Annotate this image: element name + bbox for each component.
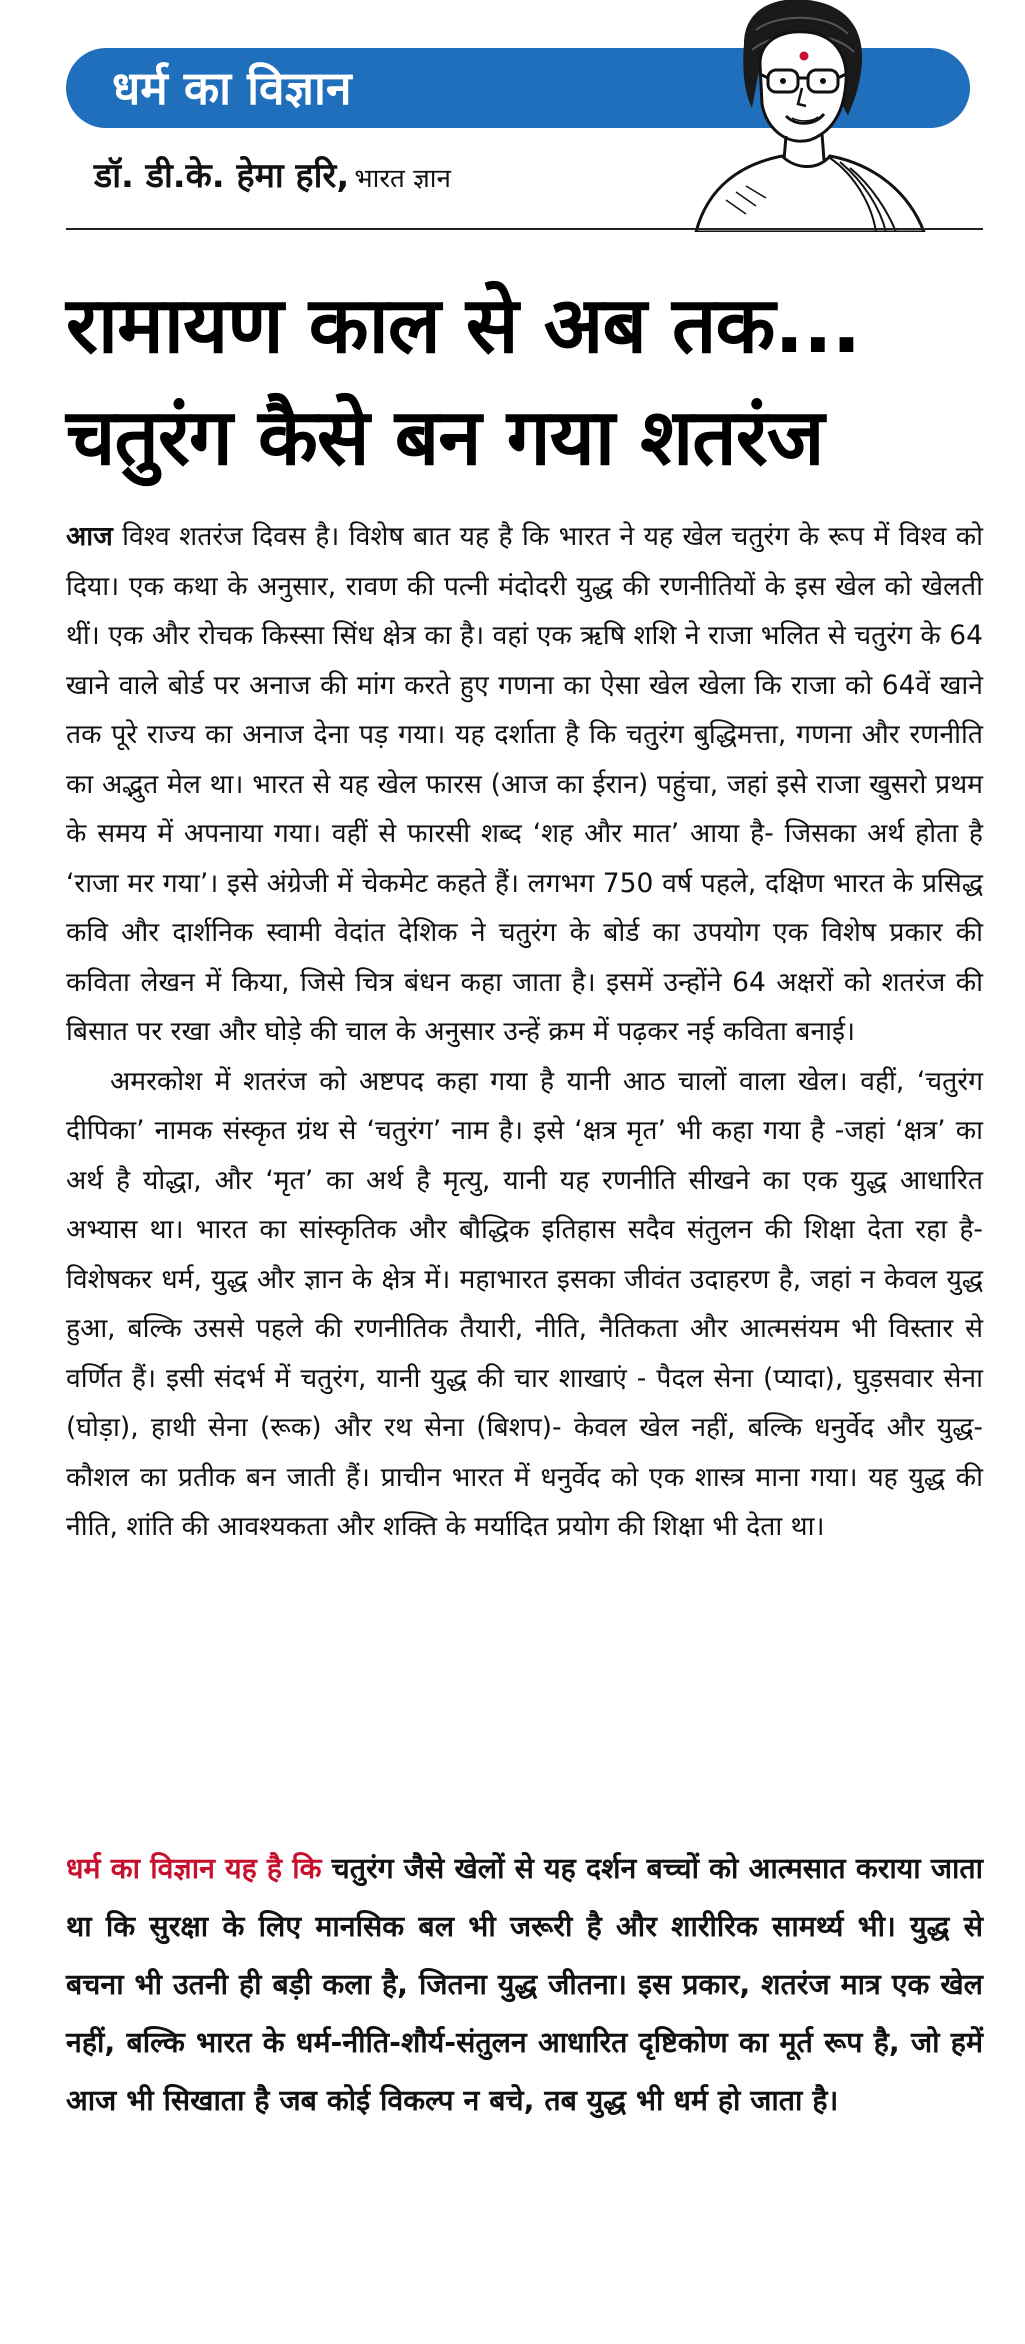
conclusion-block: [66, 1840, 983, 2130]
byline-separator: ,: [336, 156, 350, 196]
headline-line-2: चतुरंग कैसे बन गया शतरंज: [66, 393, 824, 483]
article-paragraph-2: अमरकोश में शतरंज को अष्टपद कहा गया है यानी आठ चालों वाला खेल। वहीं, ‘चतुरंग दीपिका’ नामक संस्कृत ग्रंथ से ‘चतुरंग’ नाम है। इसे ‘क्षत्र मृत’ भी कहा गया है -जहां ‘क्षत्र’ का अर्थ है योद्धा, और ‘मृत’ का अर्थ है मृत्यु, यानी यह रणनीति सीखने का एक युद्ध आधारित अभ्यास था। भारत का सांस्कृतिक और बौद्धिक इतिहास सदैव संतुलन की शिक्षा देता रहा है- विशेषकर धर्म, युद्ध और ज्ञान के क्षेत्र में। महाभारत इसका जीवंत उदाहरण है, जहां न केवल युद्ध हुआ, बल्कि उससे पहले की रणनीतिक तैयारी, नीति, नैतिकता और आत्मसंयम भी विस्तार से वर्णित हैं। इसी संदर्भ में चतुरंग, यानी युद्ध की चार शाखाएं - पैदल सेना (प्यादा), घुड़सवार सेना (घोड़ा), हाथी सेना (रूक) और रथ सेना (बिशप)- केवल खेल नहीं, बल्कि धनुर्वेद और युद्ध-कौशल का प्रतीक बन जाती हैं। प्राचीन भारत में धनुर्वेद को एक शास्त्र माना गया। यह युद्ध की नीति, शांति की आवश्यकता और शक्ति के मर्यादित प्रयोग की शिक्षा भी देता था।: [66, 1065, 983, 1542]
column-header: [0, 0, 1025, 232]
author-name: डॉ. डी.के. हेमा हरि: [94, 156, 337, 196]
byline: [94, 150, 451, 208]
conclusion-paragraph: [66, 1840, 983, 2130]
column-title: धर्म का विज्ञान: [112, 61, 352, 115]
headline-line-1: रामायण काल से अब तक...: [66, 281, 861, 371]
conclusion-text: चतुरंग जैसे खेलों से यह दर्शन बच्चों को आत्मसात कराया जाता था कि सुरक्षा के लिए मानसिक बल भी जरूरी है और शारीरिक सामर्थ्य भी। युद्ध से बचना भी उतनी ही बड़ी कला है, जितना युद्ध जीतना। इस प्रकार, शतरंज मात्र एक खेल नहीं, बल्कि भारत के धर्म-नीति-शौर्य-संतुलन आधारित दृष्टिकोण का मूर्त रूप है, जो हमें आज भी सिखाता है जब कोई विकल्प न बचे, तब युद्ध भी धर्म हो जाता है।: [66, 1852, 983, 2117]
conclusion-highlight: धर्म का विज्ञान यह है कि: [66, 1852, 322, 1885]
author-organization: भारत ज्ञान: [354, 164, 451, 194]
article-body: [66, 512, 983, 1552]
lead-word: आज: [66, 521, 113, 552]
header-divider: [66, 228, 983, 230]
article-paragraph-1: [66, 512, 983, 1057]
paragraph-1-text: विश्व शतरंज दिवस है। विशेष बात यह है कि भारत ने यह खेल चतुरंग के रूप में विश्व को दिया। एक कथा के अनुसार, रावण की पत्नी मंदोदरी युद्ध की रणनीतियों के इस खेल को खेलती थीं। एक और रोचक किस्सा सिंध क्षेत्र का है। वहां एक ऋषि शशि ने राजा भलित से चतुरंग के 64 खाने वाले बोर्ड पर अनाज की मांग करते हुए गणना का ऐसा खेल खेला कि राजा को 64वें खाने तक पूरे राज्य का अनाज देना पड़ गया। यह दर्शाता है कि चतुरंग बुद्धिमत्ता, गणना और रणनीति का अद्भुत मेल था। भारत से यह खेल फारस (आज का ईरान) पहुंचा, जहां इसे राजा खुसरो प्रथम के समय में अपनाया गया। वहीं से फारसी शब्द ‘शह और मात’ आया है- जिसका अर्थ होता है ‘राजा मर गया’। इसे अंग्रेजी में चेकमेट कहते हैं। लगभग 750 वर्ष पहले, दक्षिण भारत के प्रसिद्ध कवि और दार्शनिक स्वामी वेदांत देशिक ने चतुरंग के बोर्ड का उपयोग एक विशेष प्रकार की कविता लेखन में किया, जिसे चित्र बंधन कहा जाता है। इसमें उन्होंने 64 अक्षरों को शतरंज की बिसात पर रखा और घोड़े की चाल के अनुसार उन्हें क्रम में पढ़कर नई कविता बनाई।: [66, 521, 983, 1047]
author-portrait-illustration: [626, 0, 946, 232]
article-headline: [66, 270, 983, 494]
